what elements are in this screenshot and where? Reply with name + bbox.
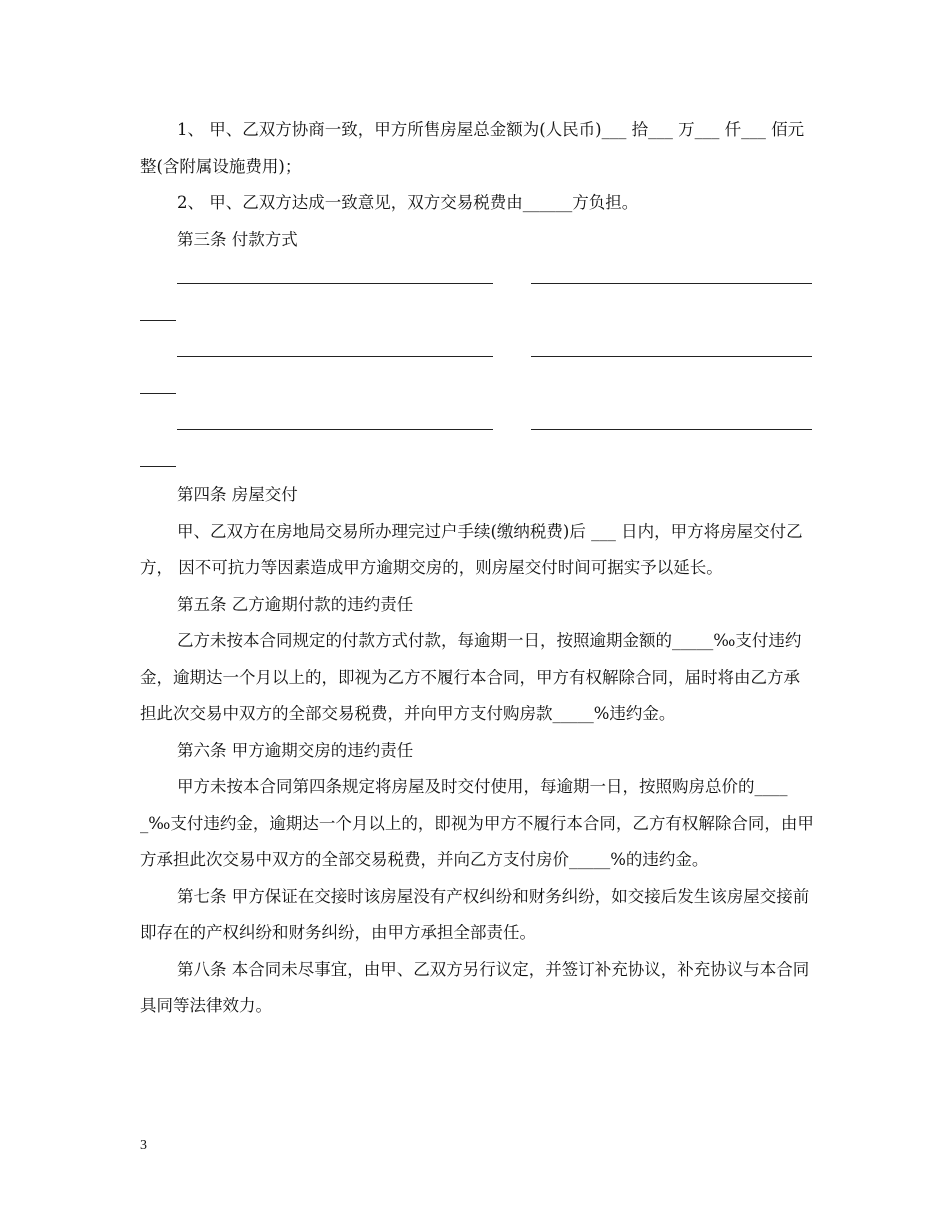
article-5-body: 乙方未按本合同规定的付款方式付款，每逾期一日，按照逾期金额的_____‰支付违约金，逾期达一个月以上的，即视为乙方不履行本合同，甲方有权解除合同，届时将由乙方承担此次交易中双方的全部交易税费，并向甲方支付购房款_____%违约金。 bbox=[140, 631, 802, 723]
blank-line-row bbox=[140, 295, 815, 332]
blank-line-row bbox=[140, 331, 815, 368]
article-6-heading: 第六条 甲方逾期交房的违约责任 bbox=[177, 740, 414, 760]
article-4-body: 甲、乙双方在房地局交易所办理完过户手续(缴纳税费)后 ___ 日内，甲方将房屋交付乙方， 因不可抗力等因素造成甲方逾期交房的，则房屋交付时间可据实予以延长。 bbox=[140, 521, 803, 577]
blank-rule bbox=[177, 283, 493, 284]
page-number: 3 bbox=[140, 1138, 147, 1153]
payment-blank-lines bbox=[140, 258, 815, 477]
blank-rule bbox=[177, 356, 493, 357]
article-7-body: 第七条 甲方保证在交接时该房屋没有产权纠纷和财务纠纷，如交接后发生该房屋交接前即存在的产权纠纷和财务纠纷，由甲方承担全部责任。 bbox=[140, 886, 810, 942]
blank-rule bbox=[140, 466, 176, 467]
article-6-body: 甲方未按本合同第四条规定将房屋及时交付使用，每逾期一日，按照购房总价的_____‰支付违约金，逾期达一个月以上的，即视为甲方不履行本合同，乙方有权解除合同，由甲方承担此次交易中双方的全部交易税费，并向乙方支付房价_____%的违约金。 bbox=[140, 777, 814, 869]
blank-rule bbox=[531, 356, 812, 357]
document-body bbox=[140, 112, 815, 1025]
blank-rule bbox=[531, 429, 812, 430]
article-8-body: 第八条 本合同未尽事宜，由甲、乙双方另行议定，并签订补充协议，补充协议与本合同具同等法律效力。 bbox=[140, 959, 810, 1015]
clause-item-2: 2、 甲、乙双方达成一致意见，双方交易税费由______方负担。 bbox=[177, 193, 639, 212]
blank-rule bbox=[140, 393, 176, 394]
blank-line-row bbox=[140, 441, 815, 478]
article-3-heading: 第三条 付款方式 bbox=[177, 229, 298, 249]
article-5-heading: 第五条 乙方逾期付款的违约责任 bbox=[177, 594, 414, 614]
blank-line-row bbox=[140, 258, 815, 295]
blank-rule bbox=[177, 429, 493, 430]
blank-rule bbox=[140, 320, 176, 321]
article-4-heading: 第四条 房屋交付 bbox=[177, 485, 298, 504]
blank-rule bbox=[531, 283, 812, 284]
blank-line-row bbox=[140, 404, 815, 441]
clause-item-1: 1、 甲、乙双方协商一致，甲方所售房屋总金额为(人民币)___ 拾___ 万___ 仟___ 佰元整(含附属设施费用)； bbox=[140, 120, 805, 176]
blank-line-row bbox=[140, 368, 815, 405]
